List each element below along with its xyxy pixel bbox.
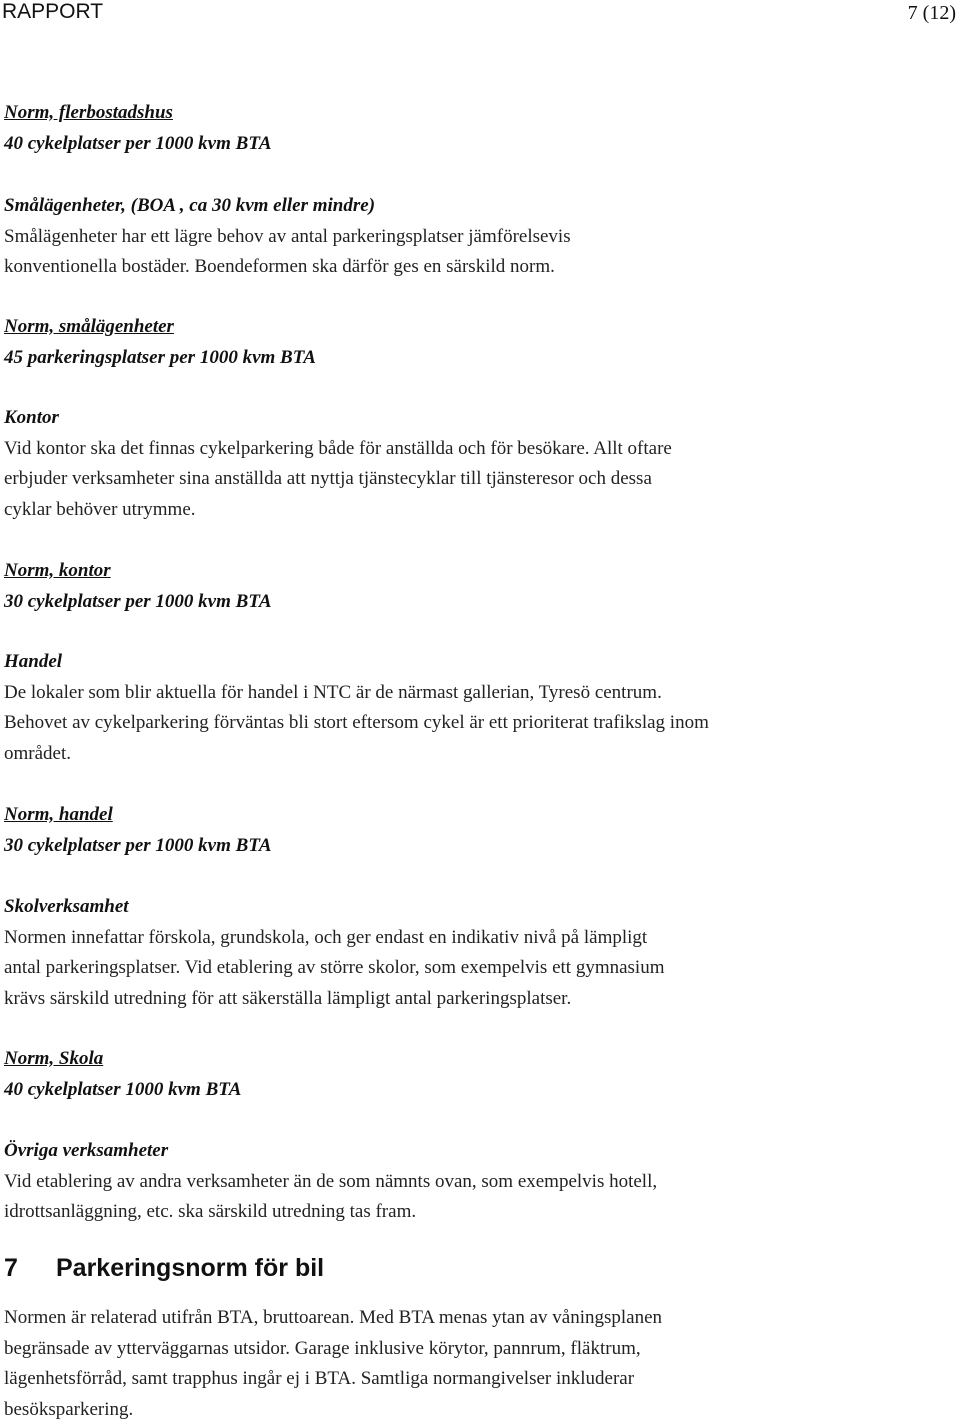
norm-smalagenheter [4, 312, 316, 373]
norm-value: 30 cykelplatser per 1000 kvm BTA [4, 590, 272, 612]
body-line: Smålägenheter har ett lägre behov av antal parkeringsplatser jämförelsevis [4, 225, 571, 247]
body-line: Vid etablering av andra verksamheter än de som nämnts ovan, som exempelvis hotell, [4, 1170, 658, 1192]
section-smalagenheter [4, 191, 571, 283]
norm-flerbostadshus [4, 98, 272, 159]
body-line: Normen är relaterad utifrån BTA, bruttoarean. Med BTA menas ytan av våningsplanen [4, 1307, 663, 1328]
chapter-heading [4, 1254, 324, 1283]
body-line: Vid kontor ska det finnas cykelparkering både för anställda och för besökare. Allt oftare [4, 437, 672, 459]
body-line: konventionella bostäder. Boendeformen ska därför ges en särskild norm. [4, 256, 555, 278]
chapter-number: 7 [4, 1254, 18, 1282]
norm-heading: Norm, smålägenheter [4, 316, 174, 337]
norm-heading: Norm, kontor [4, 560, 111, 581]
norm-value: 40 cykelplatser per 1000 kvm BTA [4, 132, 272, 154]
page-number: 7 (12) [907, 2, 956, 24]
body-line: lägenhetsförråd, samt trapphus ingår ej i BTA. Samtliga normangivelser inkluderar [4, 1368, 635, 1390]
body-line: Behovet av cykelparkering förväntas bli stort eftersom cykel är ett prioriterat trafikslag inom [4, 712, 709, 734]
norm-heading: Norm, handel [4, 804, 113, 825]
body-line: De lokaler som blir aktuella för handel i NTC är de närmast gallerian, Tyresö centrum. [4, 681, 662, 703]
section-handel [4, 647, 709, 769]
section-heading: Övriga verksamheter [4, 1140, 169, 1161]
norm-heading: Norm, Skola [4, 1048, 104, 1069]
body-line: erbjuder verksamheter sina anställda att nyttja tjänstecyklar till tjänsteresor och dessa [4, 468, 652, 490]
section-heading: Kontor [4, 407, 59, 428]
chapter-body [4, 1303, 662, 1425]
body-line: antal parkeringsplatser. Vid etablering av större skolor, som exempelvis ett gymnasium [4, 957, 665, 979]
norm-kontor [4, 556, 272, 617]
body-line: idrottsanläggning, etc. ska särskild utredning tas fram. [4, 1201, 417, 1223]
norm-value: 30 cykelplatser per 1000 kvm BTA [4, 834, 272, 856]
section-skolverksamhet [4, 892, 664, 1014]
section-heading: Handel [4, 651, 63, 672]
norm-heading: Norm, flerbostadshus [4, 102, 173, 123]
section-heading: Smålägenheter, (BOA , ca 30 kvm eller mindre) [4, 195, 376, 216]
section-heading: Skolverksamhet [4, 896, 129, 917]
chapter-title: Parkeringsnorm för bil [56, 1254, 325, 1282]
norm-value: 40 cykelplatser 1000 kvm BTA [4, 1078, 242, 1100]
section-kontor [4, 403, 672, 525]
norm-skola [4, 1044, 241, 1105]
body-line: området. [4, 742, 72, 764]
body-line: begränsade av ytterväggarnas utsidor. Garage inklusive körytor, pannrum, fläktrum, [4, 1337, 641, 1359]
norm-handel [4, 800, 272, 861]
report-label: RAPPORT [2, 0, 104, 23]
norm-value: 45 parkeringsplatser per 1000 kvm BTA [4, 346, 316, 368]
body-line: cyklar behöver utrymme. [4, 498, 196, 520]
body-line: krävs särskild utredning för att säkerställa lämpligt antal parkeringsplatser. [4, 987, 572, 1009]
section-ovriga [4, 1136, 657, 1228]
body-line: besöksparkering. [4, 1398, 134, 1420]
body-line: Normen innefattar förskola, grundskola, och ger endast en indikativ nivå på lämpligt [4, 926, 648, 948]
